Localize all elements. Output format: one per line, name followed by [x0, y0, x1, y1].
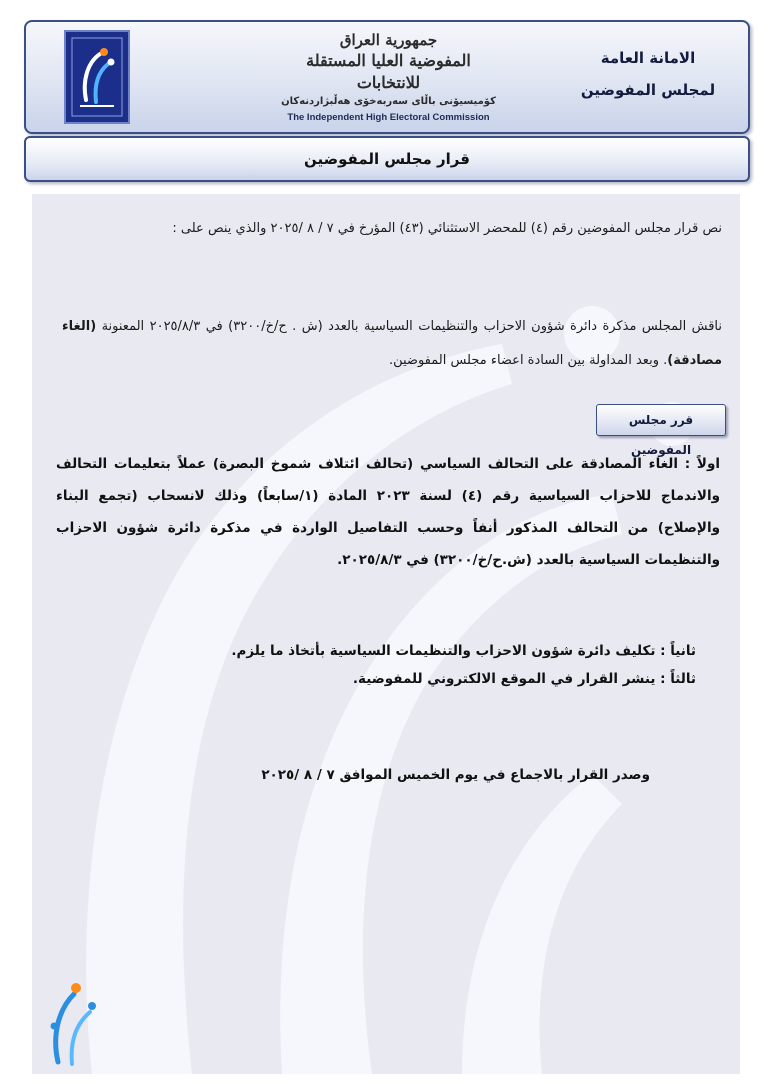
decision-item-first: اولاً : الغاء المصادقة على التحالف السياسي (تحالف ائتلاف شموخ البصرة) عملاً بتعليمات التحالف والاندماج للاحزاب السياسية رقم (٤) لسنة ٢٠٢٣ المادة (١/سابعاً) وذلك لانسحاب (تجمع البناء والإصلاح) من التحالف المذكور أنفاً وحسب التفاصيل الواردة في مذكرة دائرة شؤون الاحزاب والتنظيمات السياسية بالعدد (ش.ح/خ/٣٢٠٠) في ٢٠٢٥/٨/٣.: [56, 456, 720, 568]
letterhead: [24, 20, 750, 134]
commission-logo: [64, 30, 130, 124]
discussion-text-before: ناقش المجلس مذكرة دائرة شؤون الاحزاب والتنظيمات السياسية بالعدد (ش . ح/خ/٣٢٠٠) في ٢٠٢٥/٨/٣ المعنونة: [96, 319, 722, 334]
issuance-statement: وصدر القرار بالاجماع في يوم الخميس الموافق ٧ / ٨ /٢٠٢٥: [261, 767, 650, 783]
commission-name-kurdish: كۆمیسیۆنی باڵای سەربەخۆی هەڵبژاردنەکان: [281, 96, 496, 107]
intro-paragraph: نص قرار مجلس المفوضين رقم (٤) للمحضر الاستثنائي (٤٣) المؤرخ في ٧ / ٨ /٢٠٢٥ والذي ينص على :: [172, 221, 722, 236]
commission-name: [281, 30, 496, 125]
document-title: قرار مجلس المفوضين: [24, 136, 750, 182]
discussion-text-after: . وبعد المداولة بين السادة اعضاء مجلس المفوضين.: [388, 353, 668, 368]
footer-logo-icon: [40, 966, 110, 1070]
decision-body: [32, 194, 740, 1074]
commission-name-english: The Independent High Electoral Commission: [287, 112, 490, 123]
decision-item-second: ثانياً : تكليف دائرة شؤون الاحزاب والتنظيمات السياسية بأتخاذ ما يلزم.: [231, 643, 696, 659]
discussion-emphasis: (الغاء مصادقة): [62, 319, 722, 368]
discussion-paragraph: [62, 310, 722, 378]
commission-logo-icon: [66, 32, 128, 122]
commission-name-arabic-line1: جمهورية العراق: [339, 31, 438, 49]
department-title-line2: لمجلس المفوضين: [580, 81, 716, 99]
department-title: [568, 42, 728, 106]
decision-item-third: ثالثاً : ينشر القرار في الموقع الالكتروني للمفوضية.: [352, 671, 696, 687]
decided-label-badge: قرر مجلس المفوضين: [596, 404, 726, 436]
commission-name-arabic-line2: المفوضية العليا المستقلة للانتخابات: [306, 51, 471, 92]
department-title-line1: الامانة العامة: [600, 49, 696, 67]
